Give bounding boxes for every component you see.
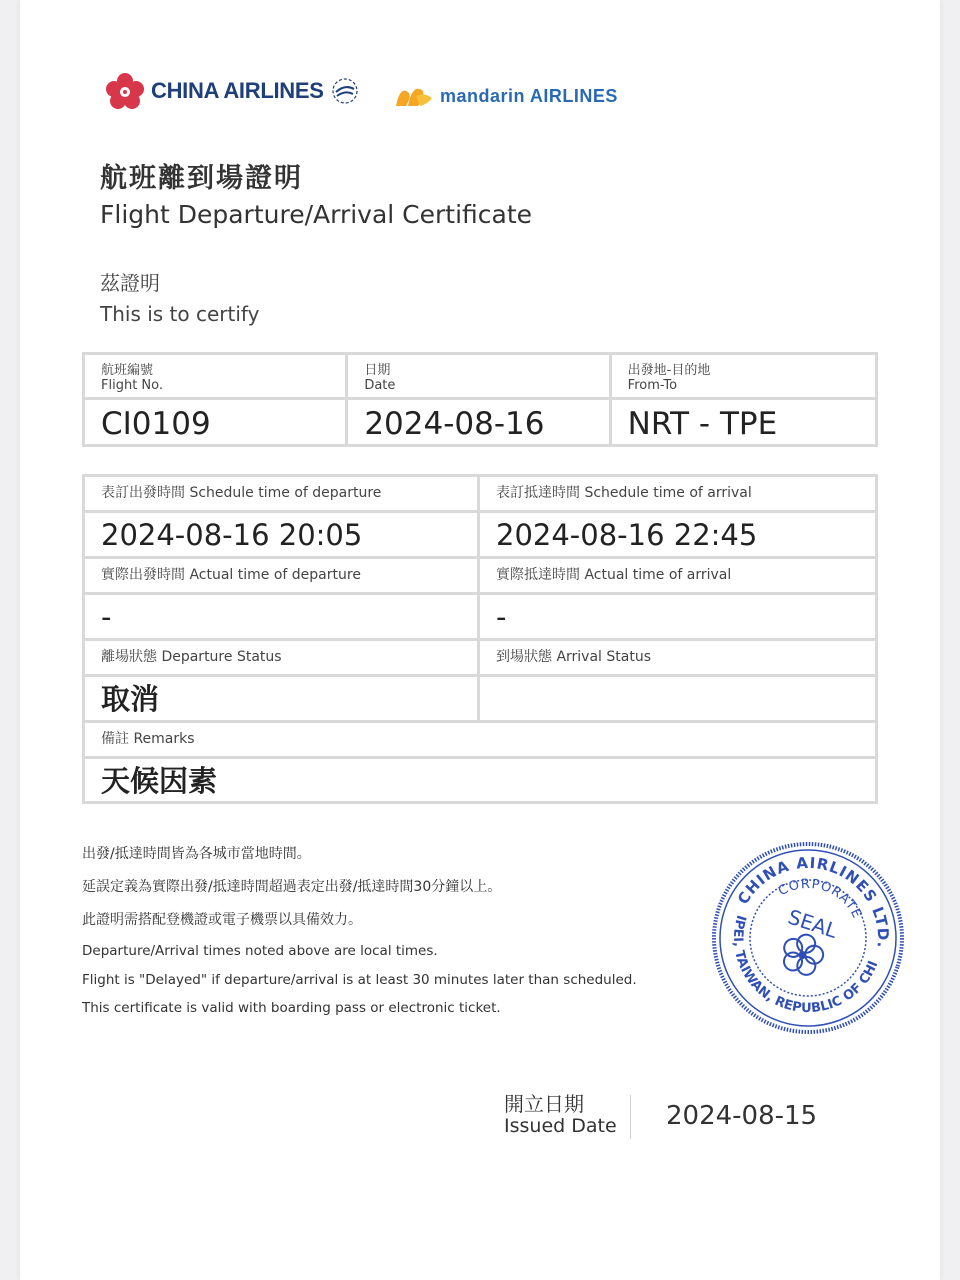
note-zh-3: 此證明需搭配登機證或電子機票以具備效力。 (82, 912, 362, 928)
sched-dep-label-cell (85, 477, 480, 513)
seal-bottom-text: TAIPEI, TAIWAN, REPUBLIC OF CHINA (729, 913, 882, 1017)
mandarin-wing-icon (394, 82, 434, 110)
certificate-page (20, 0, 940, 1280)
arr-status-label-cell (480, 641, 875, 677)
notes-section (82, 838, 637, 1023)
dep-status-label: 離場狀態 Departure Status (101, 649, 282, 665)
plum-blossom-icon (103, 72, 147, 110)
date-label-en: Date (364, 378, 396, 393)
flight-no-value: CI0109 (101, 406, 211, 442)
mandarin-airlines-logo (394, 82, 618, 110)
actual-arr-cell (480, 595, 875, 641)
issued-date-label (504, 1093, 617, 1137)
note-zh-1: 出發/抵達時間皆為各城市當地時間。 (82, 846, 311, 862)
title-chinese: 航班離到場證明 (100, 163, 303, 194)
actual-dep-cell (85, 595, 480, 641)
actual-arr-value: - (496, 600, 507, 634)
flight-no-cell (85, 400, 348, 444)
sched-dep-label: 表訂出發時間 Schedule time of departure (101, 485, 382, 501)
issued-label-en: Issued Date (504, 1115, 617, 1137)
sched-dep-cell (85, 513, 480, 559)
sched-arr-value: 2024-08-16 22:45 (496, 518, 758, 552)
certify-chinese: 茲證明 (100, 271, 160, 295)
route-label-cell (612, 355, 875, 400)
sched-dep-value: 2024-08-16 20:05 (101, 518, 363, 552)
remarks-cell (85, 759, 875, 807)
flight-no-label-zh: 航班編號 (101, 363, 154, 378)
route-label-zh: 出發地-目的地 (627, 363, 711, 378)
note-zh-2: 延誤定義為實際出發/抵達時間超過表定出發/抵達時間30分鐘以上。 (82, 879, 502, 895)
sched-arr-cell (480, 513, 875, 559)
date-cell (348, 400, 611, 444)
skyteam-icon (330, 76, 360, 106)
sched-arr-label-cell (480, 477, 875, 513)
remarks-label: 備註 Remarks (101, 731, 195, 747)
mandarin-airlines-wordmark: mandarin AIRLINES (440, 85, 618, 106)
issued-date-value: 2024-08-15 (666, 1101, 818, 1131)
note-en-3: This certificate is valid with boarding pass or electronic ticket. (82, 1000, 501, 1016)
date-label-zh: 日期 (364, 363, 391, 378)
flight-no-label-en: Flight No. (101, 378, 164, 393)
title-english: Flight Departure/Arrival Certificate (100, 200, 533, 229)
dep-status-cell (85, 677, 480, 723)
actual-dep-label-cell (85, 559, 480, 595)
actual-arr-label-cell (480, 559, 875, 595)
corporate-seal (708, 838, 908, 1038)
china-airlines-wordmark: CHINA AIRLINES (151, 78, 324, 103)
seal-top-text: CHINA AIRLINES LTD. (733, 853, 893, 950)
sched-arr-label: 表訂抵達時間 Schedule time of arrival (496, 485, 752, 501)
actual-dep-label: 實際出發時間 Actual time of departure (101, 567, 361, 583)
issued-label-zh: 開立日期 (504, 1092, 584, 1116)
route-value: NRT - TPE (627, 406, 778, 442)
date-value: 2024-08-16 (364, 406, 545, 442)
seal-middle-text: CORPORATE (776, 876, 865, 922)
route-cell (612, 400, 875, 444)
actual-dep-value: - (101, 600, 112, 634)
actual-arr-label: 實際抵達時間 Actual time of arrival (496, 567, 732, 583)
dep-status-value: 取消 (101, 682, 160, 716)
arr-status-label: 到場狀態 Arrival Status (496, 649, 651, 665)
note-en-1: Departure/Arrival times noted above are local times. (82, 943, 438, 959)
certify-english: This is to certify (100, 302, 260, 326)
route-label-en: From-To (627, 378, 678, 393)
seal-center-text: SEAL (785, 904, 841, 943)
dep-status-label-cell (85, 641, 480, 677)
date-label-cell (348, 355, 611, 400)
flight-no-label-cell (85, 355, 348, 400)
flight-times-table (82, 474, 878, 804)
arr-status-cell (480, 677, 875, 723)
flight-info-table (82, 352, 878, 447)
remarks-label-cell (85, 723, 875, 759)
remarks-value: 天候因素 (101, 764, 218, 798)
issued-divider (630, 1095, 631, 1139)
china-airlines-logo (103, 72, 360, 110)
note-en-2: Flight is "Delayed" if departure/arrival is at least 30 minutes later than scheduled. (82, 971, 637, 988)
